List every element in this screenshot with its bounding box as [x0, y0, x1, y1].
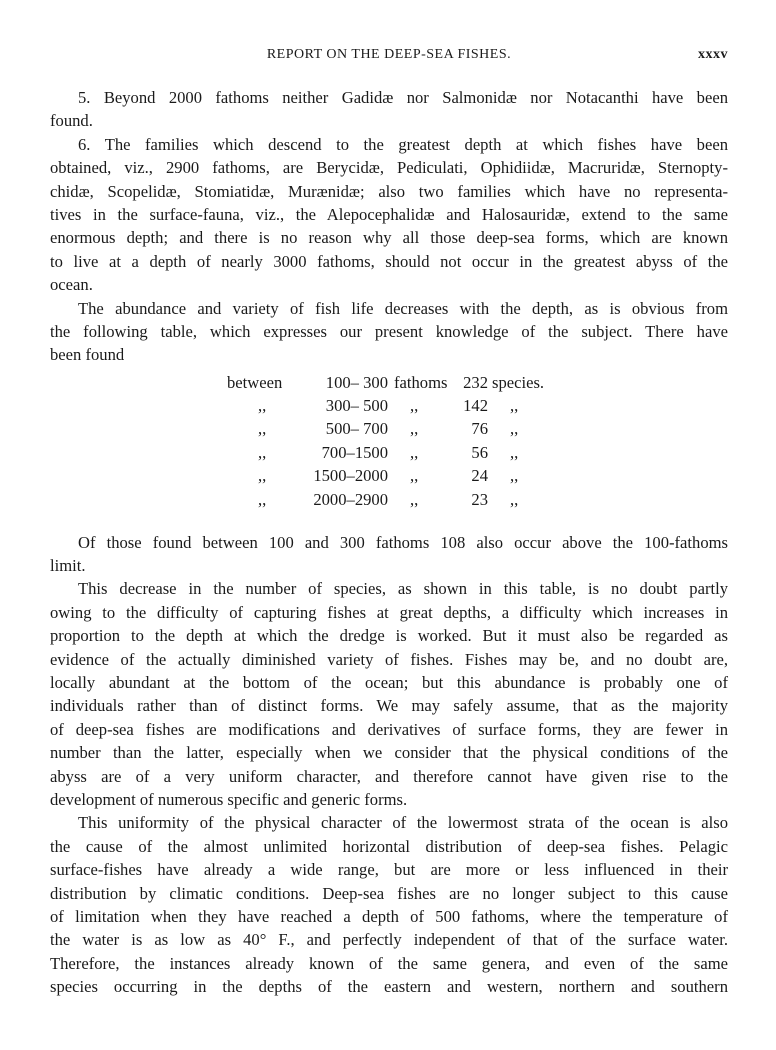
- text-line: found.: [50, 111, 93, 131]
- text-line: the cause of the almost unlimited horizontal distribution of deep-sea fishes. Pelagic: [50, 836, 728, 856]
- text-line: the following table, which expresses our present knowledge of the subject. There have: [50, 321, 728, 341]
- table-cell-range: 700–1500: [321, 442, 388, 462]
- text-line: development of numerous specific and generic forms.: [50, 789, 408, 809]
- text-line: Therefore, the instances already known of the same genera, and even of the same: [50, 953, 728, 973]
- page-body: [50, 86, 728, 999]
- table-row: [50, 371, 728, 394]
- table-row: [50, 464, 728, 487]
- table-cell-suffix: ,,: [510, 466, 519, 486]
- running-header: [50, 47, 728, 67]
- depth-species-table: [50, 367, 728, 531]
- table-cell-range: 1500–2000: [313, 466, 388, 486]
- text-line: to live at a depth of nearly 3000 fathoms, should not occur in the greatest abyss of the: [50, 251, 728, 271]
- table-cell-range: 500– 700: [325, 419, 388, 439]
- text-line: surface-fishes have already a wide range, but are more or less influenced in their: [50, 860, 728, 880]
- text-line: of limitation when they have reached a depth of 500 fathoms, where the temperature of: [50, 906, 728, 926]
- text-line: This uniformity of the physical character of the lowermost strata of the ocean is also: [78, 813, 728, 833]
- text-line: limit.: [50, 556, 86, 576]
- table-cell-count: 24: [471, 466, 488, 486]
- table-row: [50, 441, 728, 464]
- text-line: the water is as low as 40° F., and perfectly independent of that of the surface water.: [50, 930, 728, 950]
- text-line: locally abundant at the bottom of the ocean; but this abundance is probably one of: [50, 673, 728, 693]
- text-line: This decrease in the number of species, as shown in this table, is no doubt partly: [78, 579, 728, 599]
- text-line: distribution by climatic conditions. Deep-sea fishes are no longer subject to this cause: [50, 883, 728, 903]
- table-cell-prefix: between: [227, 372, 283, 392]
- paragraph: [50, 811, 728, 998]
- text-line: individuals rather than of distinct forms. We may safely assume, that as the majority: [50, 696, 728, 716]
- paragraph: [50, 133, 728, 297]
- table-row: [50, 394, 728, 417]
- text-line: evidence of the actually diminished variety of fishes. Fishes may be, and no doubt are,: [50, 649, 728, 669]
- text-line: tives in the surface-fauna, viz., the Alepocephalidæ and Halosauridæ, extend to the same: [50, 204, 728, 224]
- paragraph: [50, 531, 728, 578]
- table-cell-prefix: ,,: [258, 442, 267, 462]
- text-line: proportion to the depth at which the dredge is worked. But it must also be regarded as: [50, 626, 728, 646]
- text-line: been found: [50, 345, 125, 365]
- text-line: owing to the difficulty of capturing fishes at great depths, a difficulty which increases in: [50, 602, 728, 622]
- table-cell-unit: ,,: [410, 396, 419, 416]
- running-title: REPORT ON THE DEEP-SEA FISHES.: [266, 47, 512, 62]
- table-cell-unit: ,,: [410, 466, 419, 486]
- table-cell-suffix: ,,: [510, 396, 519, 416]
- page-number: xxxv: [698, 47, 728, 62]
- text-line: ocean.: [50, 275, 93, 295]
- table-cell-unit: ,,: [410, 442, 419, 462]
- table-cell-suffix: ,,: [510, 489, 519, 509]
- table-cell-count: 76: [471, 419, 488, 439]
- table-cell-suffix: ,,: [510, 442, 519, 462]
- table-cell-prefix: ,,: [258, 466, 267, 486]
- table-cell-prefix: ,,: [258, 489, 267, 509]
- text-line: Of those found between 100 and 300 fathoms 108 also occur above the 100-fathoms: [78, 532, 728, 552]
- text-line: chidæ, Scopelidæ, Stomiatidæ, Murænidæ; also two families which have no representa-: [50, 181, 728, 201]
- table-cell-suffix: ,,: [510, 419, 519, 439]
- table-row: [50, 488, 728, 511]
- paragraph: [50, 86, 728, 133]
- table-cell-unit: ,,: [410, 489, 419, 509]
- table-cell-prefix: ,,: [258, 396, 267, 416]
- text-line: species occurring in the depths of the eastern and western, northern and southern: [50, 977, 728, 997]
- text-line: 6. The families which descend to the greatest depth at which fishes have been: [78, 134, 728, 154]
- text-line: enormous depth; and there is no reason why all those deep-sea forms, which are known: [50, 228, 728, 248]
- paragraph: [50, 577, 728, 811]
- text-line: The abundance and variety of fish life decreases with the depth, as is obvious from: [78, 298, 728, 318]
- table-cell-count: 23: [471, 489, 488, 509]
- text-line: abyss are of a very uniform character, and therefore cannot have given rise to the: [50, 766, 728, 786]
- table-cell-count: 56: [471, 442, 488, 462]
- text-line: 5. Beyond 2000 fathoms neither Gadidæ nor Salmonidæ nor Notacanthi have been: [78, 88, 728, 107]
- text-line: obtained, viz., 2900 fathoms, are Berycidæ, Pediculati, Ophidiidæ, Macruridæ, Sternopty-: [50, 158, 728, 178]
- table-cell-range: 100– 300: [325, 372, 388, 392]
- paragraph: [50, 297, 728, 367]
- table-cell-unit: fathoms: [394, 372, 448, 392]
- table-cell-unit: ,,: [410, 419, 419, 439]
- table-row: [50, 417, 728, 440]
- text-line: number than the latter, especially when we consider that the physical conditions of the: [50, 743, 728, 763]
- table-cell-range: 2000–2900: [313, 489, 388, 509]
- table-cell-count: 142: [463, 396, 488, 416]
- table-cell-prefix: ,,: [258, 419, 267, 439]
- text-line: of deep-sea fishes are modifications and derivatives of surface forms, they are fewer in: [50, 719, 728, 739]
- table-cell-range: 300– 500: [325, 396, 388, 416]
- table-cell-count: 232: [463, 372, 488, 392]
- table-cell-suffix: species.: [492, 372, 545, 392]
